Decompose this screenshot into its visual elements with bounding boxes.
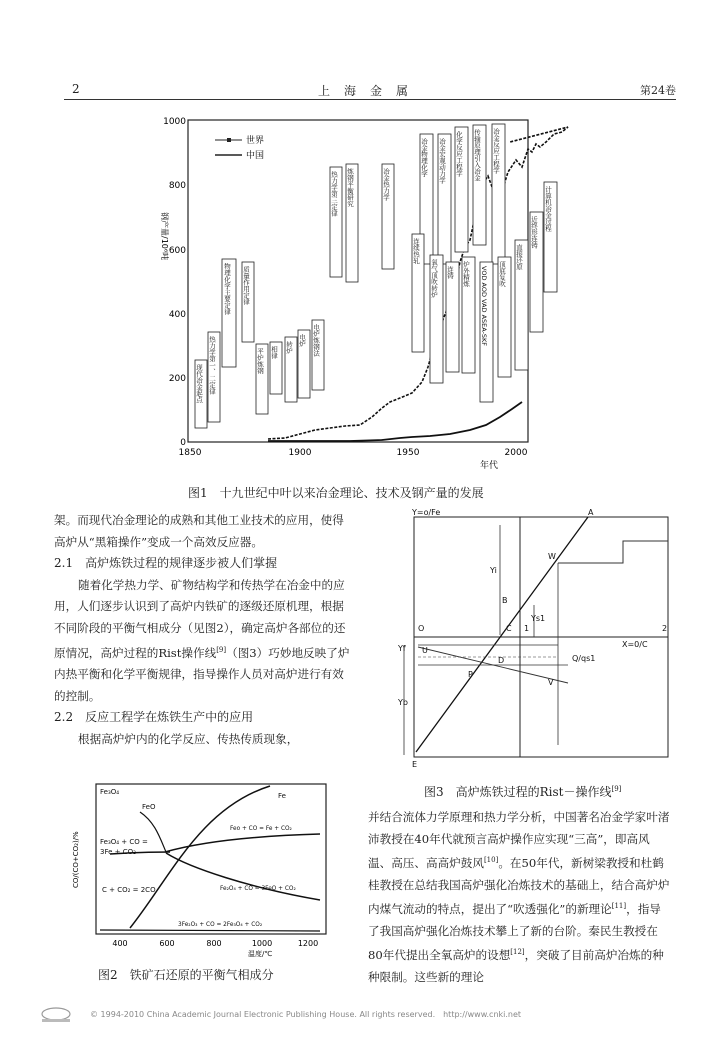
right-column bbox=[368, 807, 672, 988]
figure-2 bbox=[70, 778, 330, 958]
fig1-legend bbox=[215, 134, 264, 161]
fig3-label: U bbox=[422, 646, 428, 655]
fig1-label: 连续热轧 bbox=[412, 238, 420, 264]
left-column bbox=[54, 510, 352, 750]
fig1-label: 顶底复吹 bbox=[498, 261, 506, 287]
fig3-label: E bbox=[412, 760, 418, 769]
fig1-label: 平炉炼钢 bbox=[256, 348, 264, 374]
series-china bbox=[268, 402, 522, 441]
ref-9: [9] bbox=[216, 645, 227, 654]
fig1-xtick: 1850 bbox=[178, 448, 202, 458]
fig3-label: Q/qs1 bbox=[572, 654, 596, 663]
fig2-label: Fe bbox=[278, 792, 286, 800]
ref-12: [12] bbox=[510, 948, 525, 957]
curve-feo-region bbox=[140, 812, 166, 852]
ref-10: [10] bbox=[483, 856, 499, 865]
footer-copyright: © 1994-2010 China Academic Journal Electronic Publishing House. All rights reserved. http://www.cnki.net bbox=[90, 1010, 522, 1019]
rist-operating-line bbox=[416, 517, 588, 752]
section-heading-2-2: 2.2 反应工程学在炼铁生产中的应用 bbox=[54, 710, 254, 725]
fig1-label: 电炉 bbox=[298, 334, 306, 347]
fig1-label: 转炉 bbox=[285, 341, 293, 354]
legend-world: 世界 bbox=[246, 136, 265, 146]
fig2-label: FeO bbox=[142, 803, 156, 811]
fig3-label: B bbox=[502, 596, 508, 605]
header-rule bbox=[64, 99, 676, 100]
fig1-xlabel: 年代 bbox=[480, 461, 499, 471]
fig3-label: 2 bbox=[662, 624, 668, 633]
fig2-label: Fe₂O₄ + CO = 3FeO + CO₂ bbox=[220, 886, 296, 892]
fig2-label: Feo + CO = Fe + CO₂ bbox=[230, 826, 292, 832]
fig2-label: 3Fe + CO₂ bbox=[100, 848, 136, 856]
journal-name: 上海金属 bbox=[317, 84, 422, 98]
fig2-xtick: 800 bbox=[206, 939, 222, 948]
fig1-label: 炉外精炼 bbox=[462, 261, 470, 287]
fig1-caption: 图1 十九世纪中叶以来冶金理论、技术及钢产量的发展 bbox=[188, 486, 484, 500]
fig1-label: 冶金物理化学 bbox=[420, 138, 428, 177]
fig1-ytick: 800 bbox=[168, 181, 186, 191]
fig1-label: 冶金热力学 bbox=[382, 168, 390, 201]
fig1-xtick: 2000 bbox=[504, 448, 528, 458]
fig2-label: Fe₃O₄ bbox=[100, 788, 120, 796]
paragraph: 随着化学热力学、矿物结构学和传热学在冶金中的应用，人们逐步认识到了高炉内铁矿的逐级还原机理，根据不同阶段的平衡气相成分（见图2），确定高炉各部位的还原情况，高炉过程的Rist操作线[9]（图3）巧妙地反映了炉内热平衡和化学平衡规律，指导操作人员对高炉进行有效的控制。 bbox=[54, 577, 350, 703]
fig2-caption: 图2 铁矿石还原的平衡气相成分 bbox=[98, 968, 274, 982]
fig3-label: D bbox=[498, 656, 505, 665]
fig1-label: 现代冶金起点 bbox=[195, 364, 203, 403]
fig1-label: 冶金反应工程学 bbox=[492, 128, 500, 174]
fig2-label: Fe₃O₄ + CO = bbox=[100, 838, 148, 846]
fig1-ytick: 600 bbox=[168, 246, 186, 256]
figure-3 bbox=[398, 505, 672, 780]
fig1-label: 连铸 bbox=[446, 266, 454, 279]
paragraph: 并结合流体力学原理和热力学分析，中国著名冶金学家叶渚沛教授在40年代就预言高炉操作应实现“三高”，即高风温、高压、高高炉鼓风[10]。在50年代，新树梁教授和杜鹤桂教授在总结我国高炉强化冶炼技术的基础上，结合高炉炉内煤气流动的特点，提出了“吹透强化”的新理论[11]，指导了我国高炉强化冶炼技术攀上了新的台阶。秦民生教授在80年代提出全氧高炉的设想[12]，突破了目前高炉冶炼的种种限制。这些新的理论 bbox=[368, 810, 670, 984]
fig3-label: Ys1 bbox=[531, 614, 546, 623]
fig1-label: 相律 bbox=[270, 346, 278, 359]
fig1-xtick: 1950 bbox=[396, 448, 420, 458]
fig1-label: 电炉炼钢法 bbox=[312, 324, 320, 357]
fig1-label: 化学反应工程学 bbox=[455, 131, 463, 177]
fig1-label: 计算机冶金过程 bbox=[544, 186, 552, 232]
fig3-label: A bbox=[588, 508, 594, 517]
fig1-ytick: 0 bbox=[180, 438, 186, 448]
fig3-label: V bbox=[548, 678, 554, 687]
fig1-label: 热力学第三定律 bbox=[330, 171, 338, 217]
fig2-xtick: 1200 bbox=[297, 939, 319, 948]
fig3-label: 1 bbox=[524, 624, 530, 633]
fig3-label: Yb bbox=[398, 698, 408, 707]
fig1-label: VOD AOD VAD ASEA-SKF bbox=[480, 266, 488, 347]
fig1-label: 冶金宏观动力学 bbox=[438, 138, 446, 184]
fig2-xtick: 1000 bbox=[251, 939, 273, 948]
fig2-label: 3Fe₂O₃ + CO = 2Fe₃O₄ + CO₂ bbox=[178, 922, 263, 928]
fig1-y-ticks bbox=[163, 117, 186, 448]
fig3-label: C bbox=[506, 624, 512, 633]
fig1-ytick: 1000 bbox=[163, 117, 186, 127]
fig1-label: 炼钢平衡研究 bbox=[346, 168, 354, 207]
fig1-label: 传输原理引入冶金 bbox=[473, 129, 481, 181]
fig1-label: 热力学第一、二定律 bbox=[208, 336, 216, 395]
curve-fe2o3 bbox=[100, 930, 320, 931]
w-curve bbox=[558, 541, 668, 563]
fig1-xtick: 1900 bbox=[288, 448, 312, 458]
fig3-label: X=0/C bbox=[622, 640, 648, 649]
fig3-label: P bbox=[468, 670, 473, 679]
fig1-label: 氧气顶吹转炉 bbox=[430, 259, 438, 298]
fig1-ylabel: 钢产量/10⁶吨 bbox=[160, 212, 169, 261]
section-heading-2-1: 2.1 高炉炼铁过程的规律逐步被人们掌握 bbox=[54, 556, 278, 571]
fig3-label: Y=o/Fe bbox=[412, 508, 441, 517]
fig2-xtick: 600 bbox=[159, 939, 175, 948]
fig2-label: C + CO₂ = 2CO bbox=[102, 886, 156, 894]
fig3-label: O bbox=[418, 624, 425, 633]
curve-feo-fe bbox=[165, 834, 320, 852]
fig1-ytick: 200 bbox=[168, 374, 186, 384]
legend-china: 中国 bbox=[246, 151, 265, 161]
cnki-logo-icon bbox=[38, 1006, 74, 1024]
fig3-caption: 图3 高炉炼铁过程的Rist－操作线[9] bbox=[424, 785, 622, 799]
fig3-label: Yi bbox=[490, 566, 497, 575]
paragraph: 架。而现代冶金理论的成熟和其他工业技术的应用，使得高炉从“黑箱操作”变成一个高效反应器。 bbox=[54, 513, 344, 549]
paragraph: 根据高炉炉内的化学反应、传热传质现象， bbox=[78, 731, 299, 746]
fig3-label: W bbox=[548, 552, 556, 561]
fig1-label: 直接还原 bbox=[515, 244, 523, 270]
fig1-label: 质量作用定律 bbox=[242, 266, 250, 305]
fig2-xlabel: 温度/℃ bbox=[248, 950, 273, 958]
fig1-label: 近终形连铸 bbox=[530, 216, 538, 249]
fig1-label: 物理化学主要定律 bbox=[223, 263, 231, 315]
volume-label: 第24卷 bbox=[640, 84, 676, 97]
fig3-label: Yf bbox=[398, 644, 406, 653]
curve-fe2o4-feo bbox=[166, 853, 320, 900]
ref-11: [11] bbox=[611, 902, 627, 911]
fig2-xtick: 400 bbox=[112, 939, 128, 948]
page-header bbox=[64, 82, 676, 100]
figure-1 bbox=[150, 112, 552, 472]
fig2-ylabel: CO/(CO+CO₂)/% bbox=[72, 831, 80, 888]
page-number: 2 bbox=[72, 82, 80, 96]
fig1-ytick: 400 bbox=[168, 310, 186, 320]
